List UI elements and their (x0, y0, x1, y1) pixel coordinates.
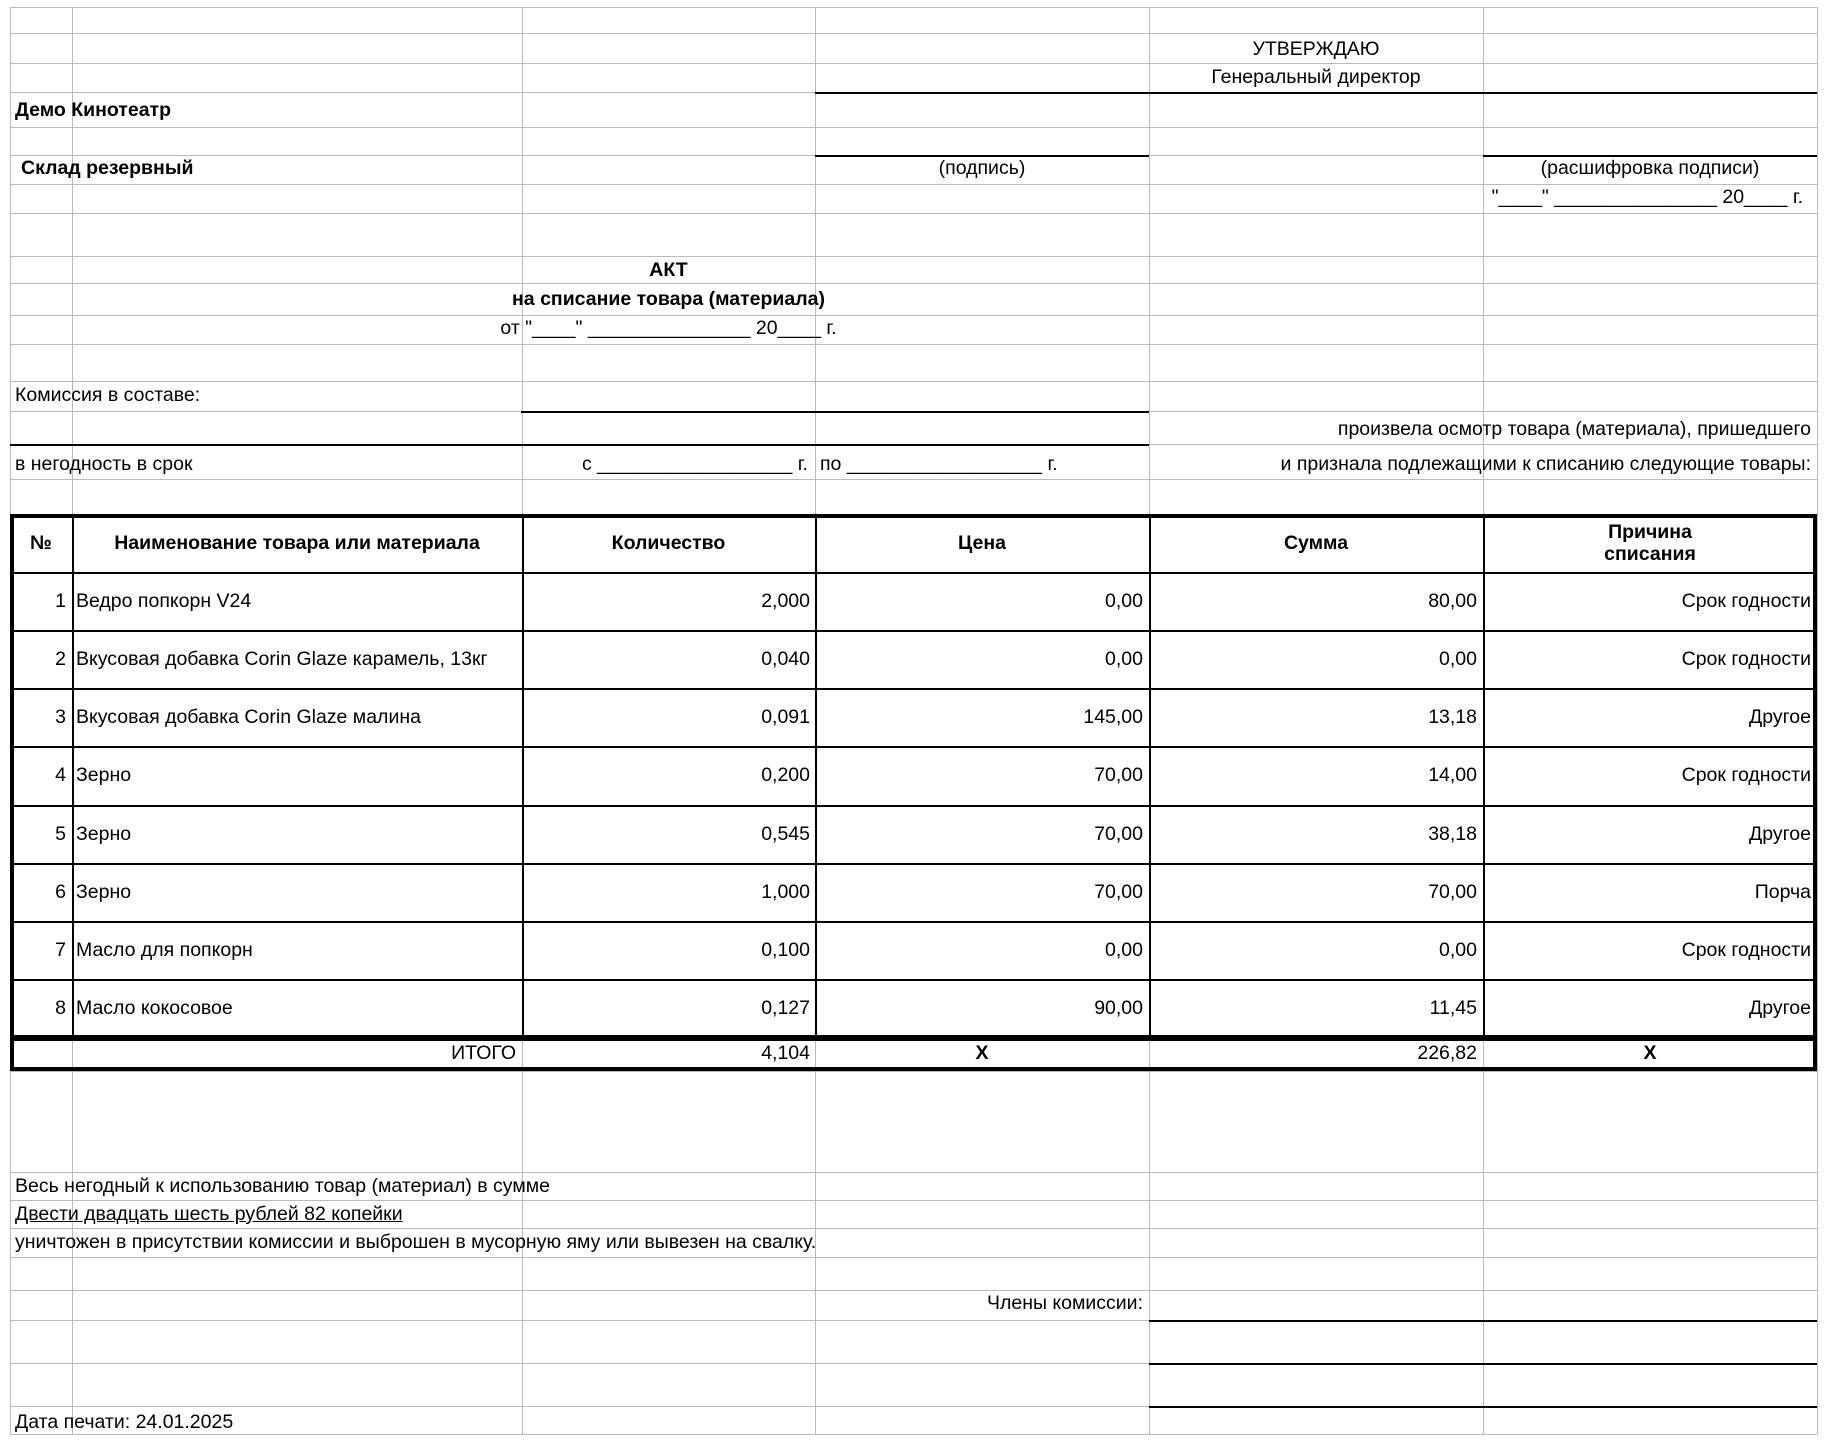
cell-num: 6 (55, 880, 66, 903)
cell-reason: Срок годности (1681, 648, 1811, 671)
table-hline (10, 688, 1817, 690)
cell-qty: 0,091 (761, 706, 810, 729)
member-underline-3 (1149, 1406, 1817, 1408)
cell-num: 7 (55, 938, 66, 961)
cell-qty: 1,000 (761, 880, 810, 903)
header-num: № (30, 532, 52, 554)
cell-num: 2 (55, 648, 66, 671)
cell-reason: Другое (1749, 822, 1811, 845)
table-hline (10, 805, 1817, 807)
member-underline-1 (1149, 1320, 1817, 1322)
header-reason-line2: списания (1604, 543, 1696, 565)
cell-qty: 0,040 (761, 648, 810, 671)
cell-sum: 0,00 (1439, 648, 1477, 671)
commission-members-label: Члены комиссии: (986, 1292, 1143, 1314)
act-subtitle: на списание товара (материала) (512, 288, 825, 310)
cell-num: 4 (55, 764, 66, 787)
cell-sum: 80,00 (1428, 590, 1477, 613)
cell-reason: Срок годности (1681, 590, 1811, 613)
cell-num: 1 (55, 590, 66, 613)
cell-price: 70,00 (1094, 822, 1143, 845)
grid-hline (10, 1071, 1817, 1072)
grid-hline (10, 127, 1817, 128)
grid-hline (10, 283, 1817, 284)
cell-sum: 38,18 (1428, 822, 1477, 845)
cell-price: 0,00 (1105, 648, 1143, 671)
signature-label: (подпись) (938, 157, 1026, 179)
grid-hline (10, 256, 1817, 257)
cell-reason: Порча (1754, 880, 1811, 903)
grid-hline (10, 479, 1817, 480)
table-vline (72, 514, 74, 1037)
grid-hline (10, 514, 1817, 515)
cell-name: Масло кокосовое (76, 996, 233, 1019)
signature-decode-label: (расшифровка подписи) (1540, 157, 1760, 179)
director-underline (815, 92, 1817, 94)
cell-reason: Срок годности (1681, 764, 1811, 787)
cell-sum: 0,00 (1439, 938, 1477, 961)
cell-num: 5 (55, 822, 66, 845)
commission-underline-2 (10, 444, 1149, 446)
total-label: ИТОГО (451, 1042, 516, 1064)
table-hline (10, 746, 1817, 748)
cell-name: Зерно (76, 822, 132, 845)
approve-heading: УТВЕРЖДАЮ (1252, 38, 1380, 60)
grid-hline (10, 1172, 1817, 1173)
total-price: X (975, 1042, 989, 1064)
table-hline (10, 630, 1817, 632)
cell-qty: 0,200 (761, 764, 810, 787)
print-date: Дата печати: 24.01.2025 (15, 1411, 234, 1433)
table-hline (10, 1037, 1817, 1039)
table-hline (10, 863, 1817, 865)
cell-qty: 0,127 (761, 996, 810, 1019)
cell-price: 0,00 (1105, 938, 1143, 961)
amount-in-words: Двести двадцать шесть рублей 82 копейки (15, 1203, 403, 1225)
grid-hline (10, 1200, 1817, 1201)
organization-name: Демо Кинотеатр (15, 99, 172, 121)
total-reason: X (1643, 1042, 1657, 1064)
table-hline (10, 572, 1817, 574)
period-from: с __________________ г. (582, 453, 808, 475)
warehouse-name: Склад резервный (21, 157, 194, 179)
period-label: в негодность в срок (15, 453, 193, 475)
total-sum: 226,82 (1417, 1042, 1477, 1064)
grid-hline (10, 213, 1817, 214)
cell-qty: 2,000 (761, 590, 810, 613)
cell-sum: 11,45 (1429, 996, 1477, 1019)
cell-price: 70,00 (1094, 880, 1143, 903)
header-name: Наименование товара или материала (114, 532, 480, 554)
header-qty: Количество (611, 532, 726, 554)
cell-reason: Другое (1749, 996, 1811, 1019)
cell-name: Вкусовая добавка Corin Glaze малина (76, 706, 421, 729)
member-underline-2 (1149, 1363, 1817, 1365)
grid-hline (10, 1228, 1817, 1229)
header-price: Цена (958, 532, 1006, 554)
commission-inspected: произвела осмотр товара (материала), пришедшего (1337, 418, 1811, 440)
cell-qty: 0,545 (761, 822, 810, 845)
grid-hline (10, 344, 1817, 345)
cell-num: 8 (55, 996, 66, 1019)
cell-price: 70,00 (1094, 764, 1143, 787)
approve-date: "____" _______________ 20____ г. (1491, 186, 1803, 208)
period-to: по __________________ г. (820, 453, 1058, 475)
unusable-text: Весь негодный к использованию товар (материал) в сумме (15, 1175, 550, 1197)
cell-name: Вкусовая добавка Corin Glaze карамель, 13кг (76, 648, 488, 671)
cell-reason: Срок годности (1681, 938, 1811, 961)
cell-price: 145,00 (1083, 706, 1143, 729)
cell-price: 0,00 (1105, 590, 1143, 613)
cell-sum: 14,00 (1428, 764, 1477, 787)
header-reason-line1: Причина (1608, 521, 1692, 543)
grid-hline (10, 381, 1817, 382)
cell-num: 3 (55, 706, 66, 729)
cell-name: Масло для попкорн (76, 938, 253, 961)
act-date: от "____" _______________ 20____ г. (500, 317, 837, 339)
total-qty: 4,104 (761, 1042, 810, 1064)
commission-underline (521, 411, 1149, 413)
table-hline (10, 921, 1817, 923)
cell-name: Зерно (76, 880, 132, 903)
commission-recognized: и признала подлежащими к списанию следующие товары: (1280, 453, 1811, 475)
act-title: АКТ (649, 259, 688, 281)
cell-reason: Другое (1749, 706, 1811, 729)
cell-sum: 70,00 (1428, 880, 1477, 903)
destroyed-text: уничтожен в присутствии комиссии и выброшен в мусорную яму или вывезен на свалку. (15, 1231, 817, 1253)
grid-hline (10, 1257, 1817, 1258)
director-title: Генеральный директор (1211, 66, 1421, 88)
cell-name: Зерно (76, 764, 132, 787)
grid-hline (10, 1434, 1817, 1435)
cell-qty: 0,100 (761, 938, 810, 961)
cell-sum: 13,18 (1428, 706, 1477, 729)
grid-hline (10, 33, 1817, 34)
cell-name: Ведро попкорн V24 (76, 590, 252, 613)
table-hline (10, 979, 1817, 981)
grid-hline (10, 7, 1817, 8)
grid-hline (10, 63, 1817, 64)
cell-price: 90,00 (1094, 996, 1143, 1019)
header-sum: Сумма (1283, 532, 1349, 554)
grid-vline (1817, 7, 1818, 1434)
commission-label: Комиссия в составе: (15, 384, 201, 406)
